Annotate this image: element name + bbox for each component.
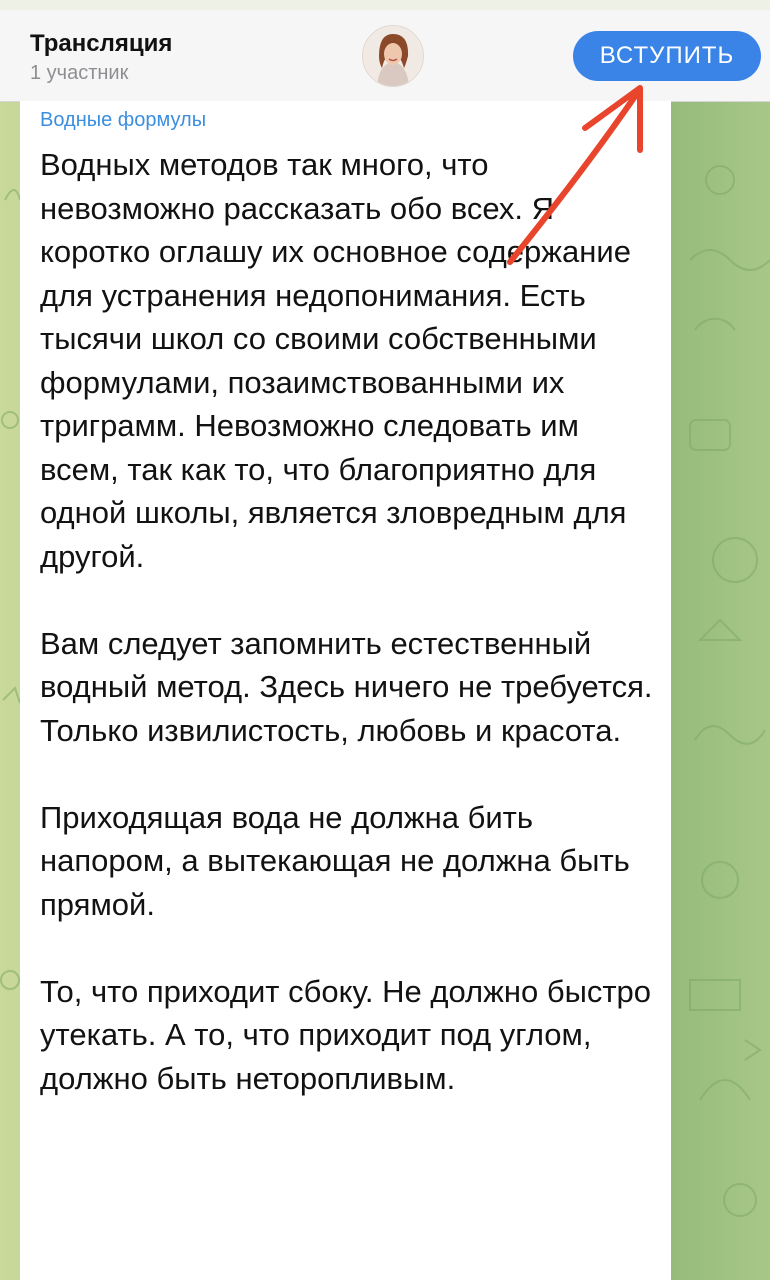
member-count: 1 участник xyxy=(30,62,129,84)
chat-title[interactable]: Трансляция xyxy=(30,30,173,57)
avatar-image xyxy=(363,26,423,86)
message-text xyxy=(40,143,665,1100)
message-sender-name[interactable]: Водные формулы xyxy=(40,109,207,131)
join-button[interactable]: ВСТУПИТЬ xyxy=(573,31,761,81)
message-paragraph: То, что приходит сбоку. Не должно быстро утекать. А то, что приходит под углом, должно быть неторопливым. xyxy=(40,973,652,1096)
message-paragraph: Водных методов так много, что невозможно рассказать обо всех. Я коротко оглашу их основное содержание для устранения недопонимания. Есть тысячи школ со своими собственными формулами, позаимствованными их триграмм. Невозможно следовать им всем, так как то, что благоприятно для одной школы, является зловредным для другой. xyxy=(40,147,631,574)
avatar[interactable] xyxy=(362,25,424,87)
status-bar-strip xyxy=(0,0,770,10)
message-paragraph: Вам следует запомнить естественный водный метод. Здесь ничего не требуется. Только извилистость, любовь и красота. xyxy=(40,625,653,748)
chat-header xyxy=(0,0,770,102)
message-bubble xyxy=(20,101,671,1280)
message-paragraph: Приходящая вода не должна бить напором, а вытекающая не должна быть прямой. xyxy=(40,799,630,922)
